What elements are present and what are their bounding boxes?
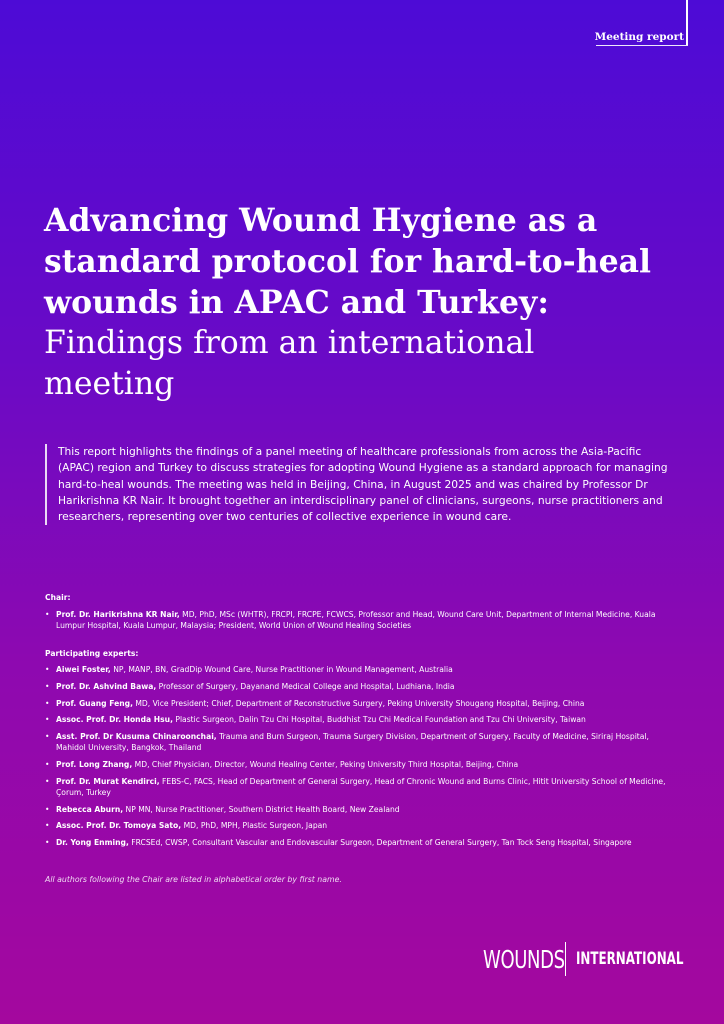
expert-name: Prof. Dr. Murat Kendirci, <box>56 776 160 786</box>
expert-item <box>45 664 680 676</box>
expert-name: Aiwei Foster, <box>56 665 111 675</box>
expert-details: Plastic Surgeon, Dalin Tzu Chi Hospital, Buddhist Tzu Chi Medical Foundation and Tzu Chi University, Taiwan <box>172 715 586 725</box>
chair-list <box>45 609 680 632</box>
expert-item <box>45 759 680 771</box>
authors-section <box>45 592 680 854</box>
expert-name: Assoc. Prof. Dr. Tomoya Sato, <box>56 821 182 831</box>
experts-list <box>45 664 680 848</box>
expert-name: Rebecca Aburn, <box>56 804 124 814</box>
expert-name: Prof. Guang Feng, <box>56 698 133 708</box>
expert-item <box>45 776 680 799</box>
authors-footnote: All authors following the Chair are listed in alphabetical order by first name. <box>45 875 342 884</box>
expert-item <box>45 731 680 754</box>
expert-name: Prof. Dr. Ashvind Bawa, <box>56 681 157 691</box>
title-main: Advancing Wound Hygiene as a standard protocol for hard-to-heal wounds in APAC and Turkey: <box>44 202 652 321</box>
title-subtitle: Findings from an international meeting <box>44 325 535 402</box>
expert-details: Professor of Surgery, Dayanand Medical College and Hospital, Ludhiana, India <box>156 681 455 691</box>
page-title <box>44 200 664 405</box>
expert-item <box>45 698 680 710</box>
logo-divider <box>565 942 566 976</box>
expert-name: Prof. Long Zhang, <box>56 759 133 769</box>
logo-word-international: INTERNATIONAL <box>576 949 684 969</box>
top-divider <box>686 0 688 45</box>
expert-item <box>45 820 680 832</box>
report-type-tag: Meeting report <box>594 31 684 43</box>
expert-details: MD, Chief Physician, Director, Wound Healing Center, Peking University Third Hospital, Beijing, China <box>132 759 519 769</box>
experts-label: Participating experts: <box>45 648 139 658</box>
chair-item <box>45 609 680 632</box>
expert-name: Asst. Prof. Dr Kusuma Chinaroonchai, <box>56 731 217 741</box>
expert-name: Dr. Yong Enming, <box>56 837 129 847</box>
chair-details: MD, PhD, MSc (WHTR), FRCPI, FRCPE, FCWCS, Professor and Head, Wound Care Unit, Department of Internal Medicine, Kuala Lumpur Hospital, Kuala Lumpur, Malaysia; President, World Union of Wound Healing Societies <box>56 609 656 631</box>
tag-underline <box>596 45 688 46</box>
expert-details: NP MN, Nurse Practitioner, Southern District Health Board, New Zealand <box>123 804 400 814</box>
expert-details: FRCSEd, CWSP, Consultant Vascular and Endovascular Surgeon, Department of General Surgery, Tan Tock Seng Hospital, Singapore <box>128 837 632 847</box>
expert-details: Trauma and Burn Surgeon, Trauma Surgery Division, Department of Surgery, Faculty of Medicine, Siriraj Hospital, Mahidol University, Bangkok, Thailand <box>56 731 649 753</box>
expert-details: NP, MANP, BN, GradDip Wound Care, Nurse Practitioner in Wound Management, Australia <box>110 665 453 675</box>
chair-name: Prof. Dr. Harikrishna KR Nair, <box>56 609 180 619</box>
expert-item <box>45 804 680 816</box>
expert-item <box>45 681 680 693</box>
expert-details: MD, Vice President; Chief, Department of Reconstructive Surgery, Peking University Shougang Hospital, Beijing, China <box>132 698 585 708</box>
intro-paragraph: This report highlights the findings of a panel meeting of healthcare professionals from across the Asia-Pacific (APAC) region and Turkey to discuss strategies for adopting Wound Hygiene as a standard approach for managing hard-to-heal wounds. The meeting was held in Beijing, China, in August 2025 and was chaired by Professor Dr Harikrishna KR Nair. It brought together an interdisciplinary panel of clinicians, surgeons, nurse practitioners and researchers, representing over two centuries of collective experience in wound care. <box>45 444 670 525</box>
expert-item <box>45 837 680 849</box>
wounds-international-logo <box>483 942 724 976</box>
expert-details: FEBS-C, FACS, Head of Department of General Surgery, Head of Chronic Wound and Burns Clinic, Hitit University School of Medicine, Çorum, Turkey <box>56 776 666 798</box>
expert-item <box>45 714 680 726</box>
expert-details: MD, PhD, MPH, Plastic Surgeon, Japan <box>181 821 328 831</box>
expert-name: Assoc. Prof. Dr. Honda Hsu, <box>56 715 173 725</box>
logo-word-wounds: WOUNDS <box>483 944 565 974</box>
chair-label: Chair: <box>45 593 71 602</box>
